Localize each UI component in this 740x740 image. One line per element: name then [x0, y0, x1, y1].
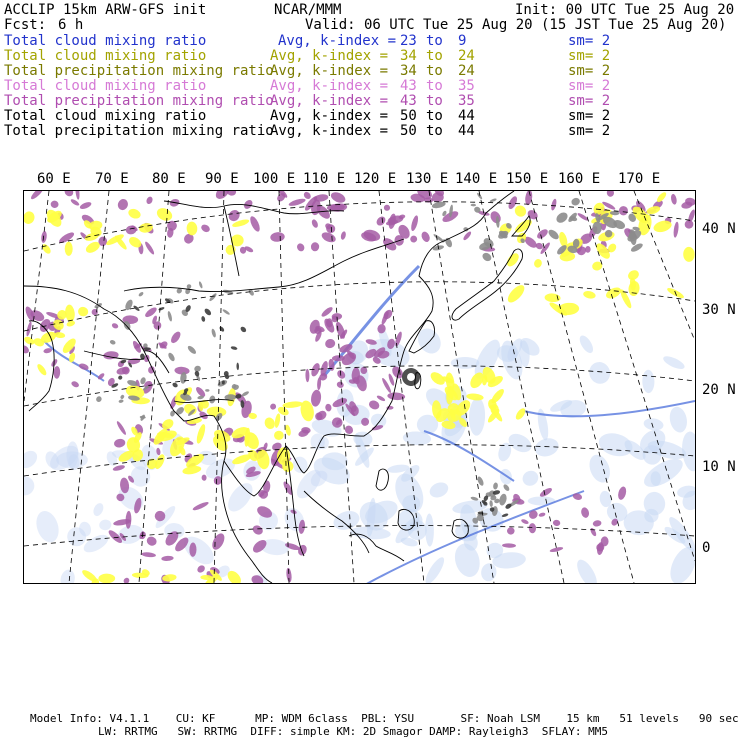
- latitude-tick-label: 30 N: [702, 302, 736, 318]
- legend-to-word: to: [426, 108, 443, 124]
- model-info-line-2: LW: RRTMG SW: RRTMG DIFF: simple KM: 2D Smagor DAMP: Rayleigh3 SFLAY: MM5: [98, 725, 608, 738]
- latitude-tick-label: 10 N: [702, 459, 736, 475]
- longitude-tick-label: 170 E: [618, 171, 661, 187]
- longitude-tick-label: 160 E: [558, 171, 601, 187]
- legend-smoothing: sm= 2: [568, 63, 611, 79]
- forecast-hour: 6 h: [58, 17, 84, 33]
- legend-avg-label: Avg, k-index =: [270, 48, 389, 64]
- legend-smoothing: sm= 2: [568, 78, 611, 94]
- latitude-tick-label: 0: [702, 540, 711, 556]
- legend-to-word: to: [426, 33, 443, 49]
- map-panel: [23, 190, 696, 584]
- legend-avg-label: Avg, k-index =: [270, 93, 389, 109]
- legend-k-end: 24: [458, 63, 475, 79]
- init-time: Init: 00 UTC Tue 25 Aug 20: [515, 2, 735, 18]
- longitude-tick-label: 80 E: [152, 171, 186, 187]
- legend-to-word: to: [426, 78, 443, 94]
- legend-k-start: 34: [400, 63, 417, 79]
- legend-field-name: Total cloud mixing ratio: [4, 108, 207, 124]
- legend-smoothing: sm= 2: [568, 33, 611, 49]
- legend-k-end: 35: [458, 78, 475, 94]
- legend-field-name: Total cloud mixing ratio: [4, 48, 207, 64]
- legend-to-word: to: [426, 48, 443, 64]
- legend-to-word: to: [426, 123, 443, 139]
- legend-smoothing: sm= 2: [568, 108, 611, 124]
- longitude-tick-label: 70 E: [95, 171, 129, 187]
- legend-field-name: Total cloud mixing ratio: [4, 78, 207, 94]
- legend-k-end: 35: [458, 93, 475, 109]
- legend-k-start: 50: [400, 123, 417, 139]
- legend-k-start: 43: [400, 78, 417, 94]
- latitude-tick-label: 20 N: [702, 382, 736, 398]
- organization-label: NCAR/MMM: [274, 2, 342, 18]
- legend-k-start: 34: [400, 48, 417, 64]
- legend-k-start: 23: [400, 33, 417, 49]
- legend-k-start: 43: [400, 93, 417, 109]
- legend-k-end: 24: [458, 48, 475, 64]
- legend-avg-label: Avg, k-index =: [278, 33, 397, 49]
- legend-field-name: Total precipitation mixing ratio: [4, 123, 274, 139]
- legend-avg-label: Avg, k-index =: [270, 78, 389, 94]
- longitude-tick-label: 120 E: [354, 171, 397, 187]
- longitude-tick-label: 110 E: [303, 171, 346, 187]
- legend-k-end: 44: [458, 123, 475, 139]
- longitude-tick-label: 100 E: [253, 171, 296, 187]
- legend-avg-label: Avg, k-index =: [270, 108, 389, 124]
- legend-field-name: Total precipitation mixing ratio: [4, 63, 274, 79]
- legend-k-end: 9: [458, 33, 467, 49]
- legend-avg-label: Avg, k-index =: [270, 123, 389, 139]
- longitude-tick-label: 140 E: [455, 171, 498, 187]
- legend-to-word: to: [426, 93, 443, 109]
- valid-time: Valid: 06 UTC Tue 25 Aug 20 (15 JST Tue 25 Aug 20): [305, 17, 727, 33]
- legend-avg-label: Avg, k-index =: [270, 63, 389, 79]
- legend-to-word: to: [426, 63, 443, 79]
- legend-smoothing: sm= 2: [568, 123, 611, 139]
- longitude-tick-label: 60 E: [37, 171, 71, 187]
- legend-smoothing: sm= 2: [568, 48, 611, 64]
- model-info-line-1: Model Info: V4.1.1 CU: KF MP: WDM 6class PBL: YSU SF: Noah LSM 15 km 51 levels 90 sec: [30, 712, 739, 725]
- latitude-tick-label: 40 N: [702, 221, 736, 237]
- longitude-tick-label: 90 E: [205, 171, 239, 187]
- legend-k-start: 50: [400, 108, 417, 124]
- longitude-tick-label: 150 E: [506, 171, 549, 187]
- legend-field-name: Total precipitation mixing ratio: [4, 93, 274, 109]
- forecast-field-layer: [24, 191, 695, 583]
- forecast-label: Fcst:: [4, 17, 47, 33]
- legend-smoothing: sm= 2: [568, 93, 611, 109]
- legend-k-end: 44: [458, 108, 475, 124]
- model-title: ACCLIP 15km ARW-GFS init: [4, 2, 207, 18]
- legend-field-name: Total cloud mixing ratio: [4, 33, 207, 49]
- longitude-tick-label: 130 E: [406, 171, 449, 187]
